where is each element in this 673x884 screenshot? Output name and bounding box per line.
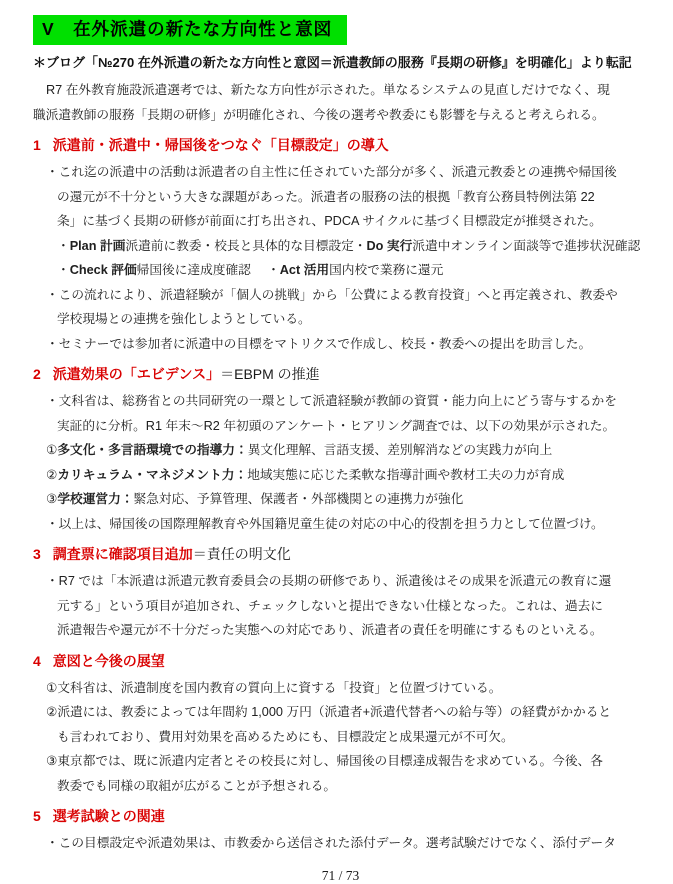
body-line — [33, 258, 648, 283]
text-segment: Do 実行 — [366, 238, 413, 253]
section-title-suffix: ＝EBPM の推進 — [220, 366, 320, 382]
text-segment: も言われており、費用対効果を高めるためにも、目標設定と成果還元が不可欠。 — [57, 729, 514, 744]
section — [33, 651, 648, 799]
body-line — [33, 463, 648, 488]
text-segment: R7 在外教育施設派遣選考では、新たな方向性が示された。単なるシステムの見直しだけでなく、現 — [46, 83, 610, 97]
text-segment: ③東京都では、既に派遣内定者とその校長に対し、帰国後の目標達成報告を求めている。今後、各 — [46, 754, 603, 768]
section-heading — [33, 651, 648, 672]
text-segment: 職派遣教師の服務「長期の研修」が明確化され、今後の選考や教委にも影響を与えると考えられる。 — [33, 107, 605, 122]
text-segment: 元する」という項目が追加され、チェックしないと提出できない仕様となった。これは、過去に — [57, 598, 603, 613]
body-line — [33, 332, 648, 357]
body-line — [33, 78, 648, 103]
text-segment: 派遣報告や還元が不十分だった実態への対応であり、派遣者の責任を明確にするものといえる。 — [57, 623, 603, 637]
body-line — [33, 103, 648, 128]
body-line — [33, 749, 648, 774]
page-number: 71 / 73 — [321, 867, 360, 883]
section-heading — [33, 135, 648, 156]
body-line — [33, 160, 648, 185]
body-line — [33, 209, 648, 234]
text-segment: ・R7 では「本派遣は派遣元教育委員会の長期の研修であり、派遣後はその成果を派遣元の教育に還 — [46, 574, 612, 588]
section-heading — [33, 806, 648, 827]
text-segment: Check 評価 — [69, 263, 137, 277]
section-title: 調査票に確認項目追加 — [52, 546, 193, 562]
text-segment: 派遣中オンライン面談等で進捗状況確認 — [412, 238, 641, 253]
text-segment: ②派遣には、教委によっては年間約 1,000 万円（派遣者+派遣代替者への給与等）の経費がかかると — [46, 705, 612, 719]
body-line — [33, 438, 648, 463]
intro-paragraph — [33, 78, 648, 127]
source-note: ＊ブログ「№270 在外派遣の新たな方向性と意図＝派遣教師の服務『長期の研修』を明確化」より転記 — [33, 55, 632, 70]
section-title: 意図と今後の展望 — [52, 652, 165, 669]
text-segment: 実証的に分析。R1 年末～R2 年初頭のアンケート・ヒアリング調査では、以下の効果が示された。 — [57, 418, 616, 433]
text-segment: ・ — [57, 238, 70, 253]
body-line — [33, 676, 648, 701]
body-line — [33, 594, 648, 619]
section-heading — [33, 544, 648, 565]
body-line — [33, 569, 648, 594]
body-line — [33, 618, 648, 643]
section — [33, 135, 648, 356]
body-line — [33, 234, 648, 259]
text-segment: ・文科省は、総務省との共同研究の一環として派遣経験が教師の資質・能力向上にどう寄与するかを — [46, 394, 617, 408]
section-number: 4 — [33, 652, 41, 669]
text-segment: ② — [46, 467, 58, 482]
section — [33, 364, 648, 536]
text-segment: 教委でも同様の取組が広がることが予想される。 — [57, 778, 337, 793]
section — [33, 544, 648, 643]
text-segment: ・ — [57, 263, 70, 277]
text-segment: ① — [46, 443, 58, 457]
section-number: 5 — [33, 808, 41, 824]
body-line — [33, 774, 648, 799]
text-segment: ・これ迄の派遣中の活動は派遣者の自主性に任されていた部分が多く、派遣元教委との連携や帰国後 — [46, 165, 617, 179]
body-line — [33, 487, 648, 512]
section-title: 派遣効果の「エビデンス」 — [52, 366, 221, 382]
section-heading — [33, 364, 648, 385]
body-line — [33, 700, 648, 725]
text-segment: カリキュラム・マネジメント力： — [57, 467, 248, 482]
body-line — [33, 512, 648, 537]
section-number: 1 — [33, 137, 41, 153]
sections-container — [33, 135, 648, 856]
text-segment: ・この目標設定や派遣効果は、市教委から送信された添付データ。選考試験だけでなく、添付データ — [46, 836, 616, 850]
text-segment: ①文科省は、派遣制度を国内教育の質向上に資する「投資」と位置づけている。 — [46, 680, 502, 695]
body-line — [33, 725, 648, 750]
body-line — [33, 185, 648, 210]
section-number: 3 — [33, 546, 41, 562]
text-segment: 緊急対応、予算管理、保護者・外部機関との連携力が強化 — [133, 492, 464, 506]
text-segment: 国内校で業務に還元 — [329, 263, 444, 277]
body-line — [33, 414, 648, 439]
text-segment: ・セミナーでは参加者に派遣中の目標をマトリクスで作成し、校長・教委への提出を助言した。 — [46, 336, 592, 351]
text-segment: 多文化・多言語環境での指導力： — [57, 443, 248, 457]
section-title: 派遣前・派遣中・帰国後をつなぐ「目標設定」の導入 — [52, 137, 389, 153]
page-title: V 在外派遣の新たな方向性と意図 — [42, 19, 333, 39]
text-segment: Act 活用 — [279, 263, 330, 277]
section-title-suffix: ＝責任の明文化 — [192, 546, 291, 562]
text-segment: 帰国後に達成度確認 ・ — [136, 263, 280, 277]
text-segment: 条」に基づく長期の研修が前面に打ち出され、PDCA サイクルに基づく目標設定が推奨された。 — [57, 214, 602, 228]
text-segment: ・以上は、帰国後の国際理解教育や外国籍児童生徒の対応の中心的役割を担う力として位置づけ。 — [46, 516, 604, 531]
text-segment: の還元が不十分という大きな課題があった。派遣者の服務の法的根拠「教育公務員特例法第 22 — [57, 189, 595, 204]
page-title-highlight — [33, 15, 347, 45]
body-line — [33, 831, 648, 856]
body-line — [33, 307, 648, 332]
text-segment: 派遣前に教委・校長と具体的な目標設定・ — [125, 238, 367, 253]
text-segment: 学校運営力： — [57, 492, 134, 506]
text-segment: 異文化理解、言語支援、差別解消などの実践力が向上 — [247, 443, 553, 457]
body-line — [33, 283, 648, 308]
text-segment: Plan 計画 — [69, 238, 126, 253]
text-segment: 地域実態に応じた柔軟な指導計画や教材工夫の力が育成 — [247, 467, 565, 482]
text-segment: 学校現場との連携を強化しようとしている。 — [57, 312, 311, 326]
section-number: 2 — [33, 366, 41, 382]
body-line — [33, 389, 648, 414]
section-title: 選考試験との関連 — [52, 808, 165, 824]
section — [33, 806, 648, 856]
text-segment: ・この流れにより、派遣経験が「個人の挑戦」から「公費による教育投資」へと再定義され、教委や — [46, 287, 618, 302]
text-segment: ③ — [46, 492, 58, 506]
